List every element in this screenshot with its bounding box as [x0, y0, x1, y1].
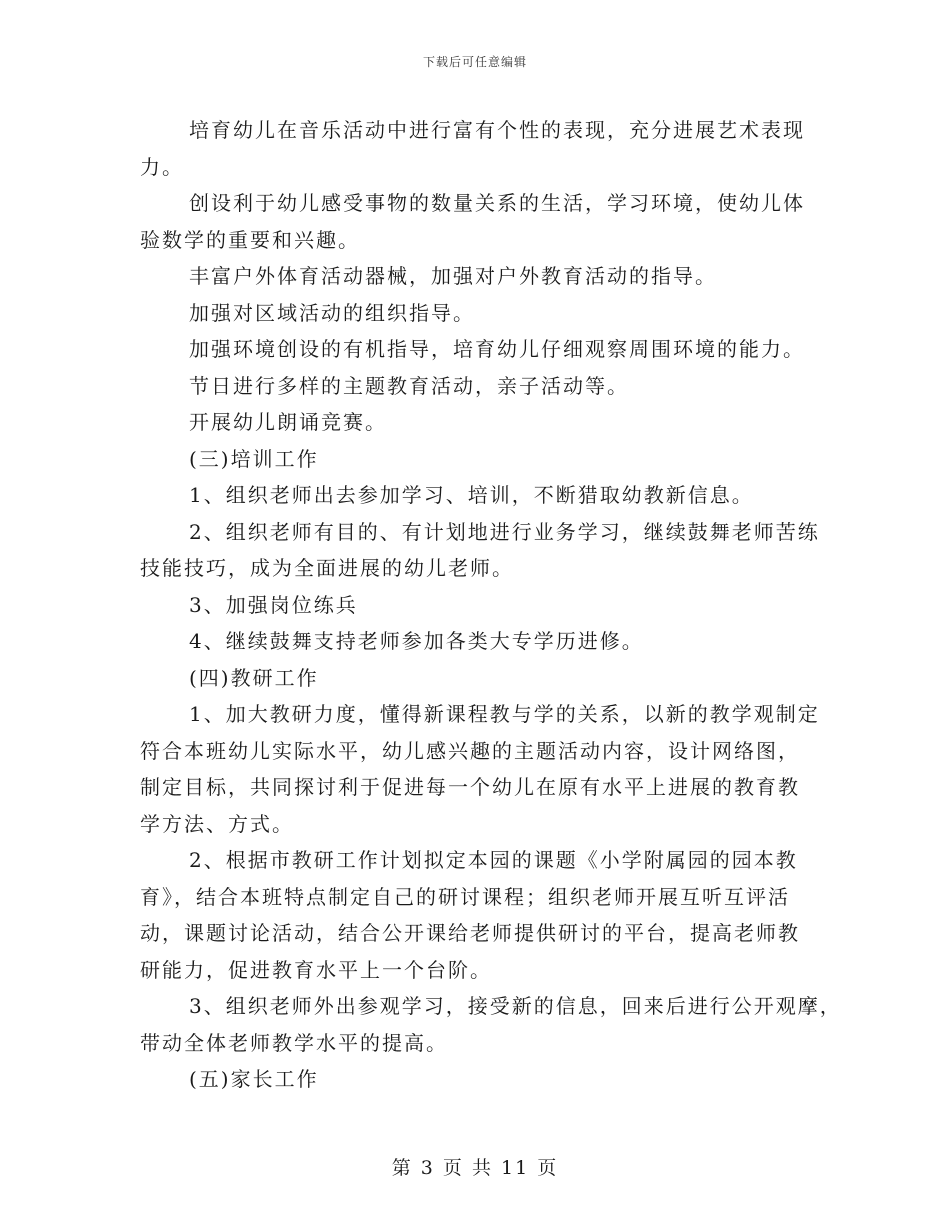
- paragraph-line: 技能技巧，成为全面进展的幼儿老师。: [140, 556, 514, 580]
- section-heading-research: [140, 660, 820, 697]
- paragraph-line: 1、组织老师出去参加学习、培训，不断猎取幼教新信息。: [189, 483, 754, 507]
- section-heading-parents: [140, 1061, 820, 1098]
- paragraph-line: 2、组织老师有目的、有计划地进行业务学习，继续鼓舞老师苦练: [189, 519, 820, 544]
- document-body: [140, 112, 842, 1098]
- paragraph-line: 符合本班幼儿实际水平，幼儿感兴趣的主题活动内容，设计网络图，: [140, 738, 800, 763]
- paragraph-line: 验数学的重要和兴趣。: [140, 227, 360, 252]
- paragraph-line: 带动全体老师教学水平的提高。: [140, 1030, 448, 1055]
- paragraph-line: 制定目标，共同探讨利于促进每一个幼儿在原有水平上进展的教育教: [140, 775, 800, 799]
- paragraph: [140, 477, 820, 514]
- paragraph: [140, 587, 820, 624]
- paragraph: [140, 988, 842, 1061]
- paragraph: [140, 295, 820, 332]
- paragraph: [140, 514, 820, 587]
- paragraph-line: 1、加大教研力度，懂得新课程教与学的关系，以新的教学观制定: [189, 702, 820, 726]
- paragraph: [140, 185, 820, 258]
- paragraph: [140, 112, 820, 185]
- paragraph: [140, 404, 820, 441]
- paragraph: [140, 623, 820, 660]
- paragraph: [140, 258, 820, 295]
- paragraph-line: 3、加强岗位练兵: [189, 592, 358, 617]
- paragraph-line: 4、继续鼓舞支持老师参加各类大专学历进修。: [189, 629, 644, 653]
- paragraph-line: 学方法、方式。: [140, 811, 294, 836]
- paragraph-line: 开展幼儿朗诵竞赛。: [189, 410, 387, 434]
- paragraph-line: 加强环境创设的有机指导，培育幼儿仔细观察周围环境的能力。: [189, 337, 805, 361]
- paragraph-line: 育》，结合本班特点制定自己的研讨课程；组织老师开展互听互评活: [140, 884, 790, 909]
- paragraph-line: 创设利于幼儿感受事物的数量关系的生活，学习环境，使幼儿体: [189, 191, 805, 215]
- paragraph-line: 研能力，促进教育水平上一个台阶。: [140, 957, 492, 982]
- paragraph-line: (四)教研工作: [189, 665, 319, 690]
- paragraph-line: 丰富户外体育活动器械，加强对户外教育活动的指导。: [189, 264, 717, 288]
- paragraph-line: (三)培训工作: [189, 446, 319, 471]
- paragraph: [140, 331, 820, 368]
- paragraph-line: 力。: [140, 154, 184, 179]
- paragraph-line: (五)家长工作: [189, 1067, 319, 1091]
- paragraph: [140, 368, 820, 405]
- page-header: 下载后可任意编辑: [422, 55, 527, 69]
- section-heading-training: [140, 441, 820, 478]
- paragraph-line: 动，课题讨论活动，结合公开课给老师提供研讨的平台，提高老师教: [140, 921, 800, 945]
- page-number-footer: 第 3 页 共 11 页: [391, 1157, 559, 1179]
- paragraph-line: 3、组织老师外出参观学习，接受新的信息，回来后进行公开观摩，: [189, 994, 842, 1018]
- paragraph: [140, 696, 820, 842]
- paragraph-line: 加强对区域活动的组织指导。: [189, 300, 475, 325]
- paragraph-line: 节日进行多样的主题教育活动，亲子活动等。: [189, 373, 629, 398]
- paragraph-line: 2、根据市教研工作计划拟定本园的课题《小学附属园的园本教: [189, 848, 798, 872]
- paragraph: [140, 842, 820, 988]
- paragraph-line: 培育幼儿在音乐活动中进行富有个性的表现，充分进展艺术表现: [189, 118, 805, 142]
